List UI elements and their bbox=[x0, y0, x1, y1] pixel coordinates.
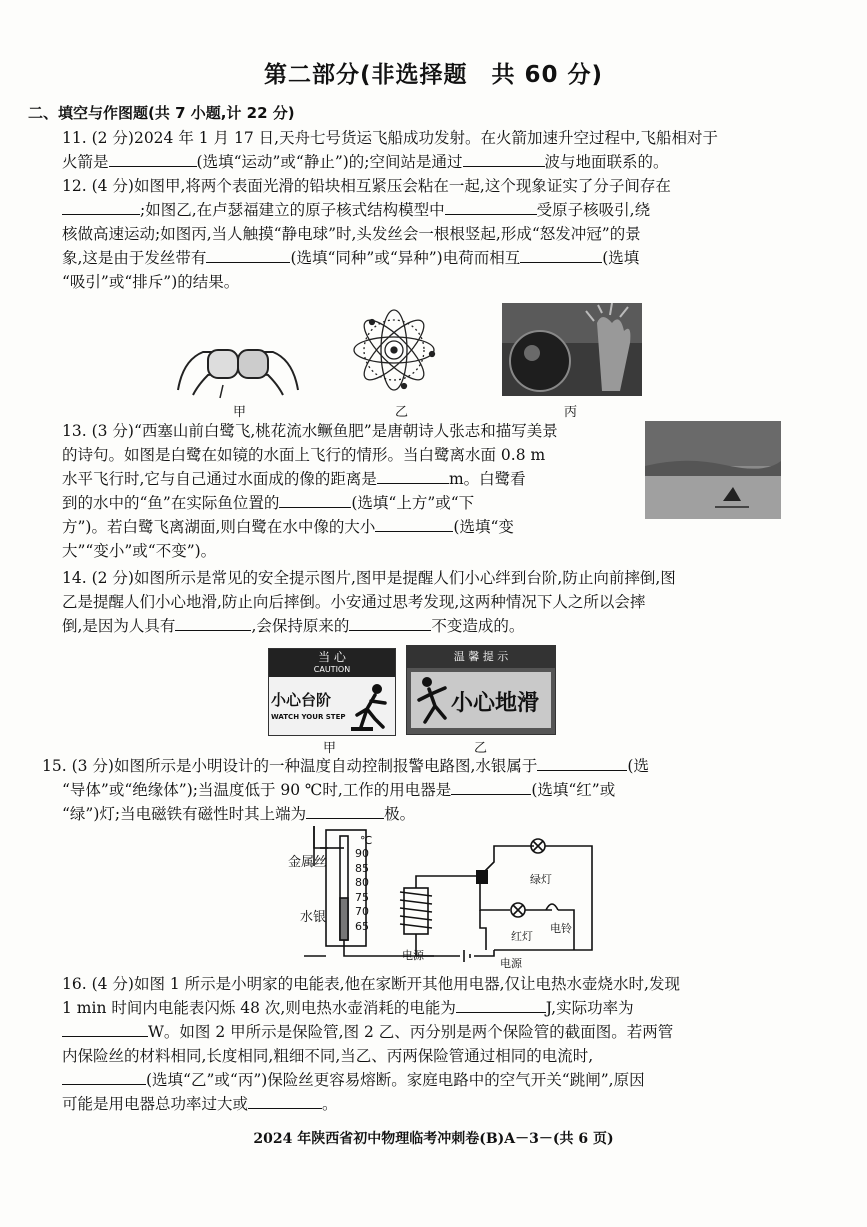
q15-blank-2[interactable] bbox=[451, 780, 531, 795]
q16-line3 bbox=[62, 1021, 673, 1043]
q12-line2 bbox=[62, 199, 650, 221]
q14-text-a: 倒,是因为人具有 bbox=[62, 617, 176, 635]
scale-tick: 75 bbox=[355, 890, 369, 904]
label-celsius-unit: ℃ bbox=[360, 834, 373, 847]
q14-text-b: ,会保持原来的 bbox=[251, 617, 350, 635]
slipping-figure-icon bbox=[415, 674, 451, 726]
sign-watch-step-main: 小心台阶 bbox=[271, 691, 332, 709]
q16-text-a: 1 min 时间内电能表闪烁 48 次,则电热水壶消耗的电能为 bbox=[62, 999, 456, 1017]
q12-line3: 核做高速运动;如图丙,当人触摸“静电球”时,头发丝会一根根竖起,形成“怒发冲冠”的景 bbox=[62, 225, 641, 243]
static-ball-photo bbox=[502, 303, 642, 396]
label-red-lamp: 红灯 bbox=[511, 930, 533, 943]
relay-armature bbox=[476, 870, 488, 884]
q15-blank-3[interactable] bbox=[306, 804, 384, 819]
q16-line1: 16. (4 分)如图 1 所示是小明家的电能表,他在家断开其他用电器,仅让电热水壶烧水时,发现 bbox=[62, 975, 680, 993]
page-footer: 2024 年陕西省初中物理临考冲刺卷(B)A－3－(共 6 页) bbox=[253, 1131, 614, 1147]
q15-text-c: “导体”或“绝缘体”);当温度低于 90 ℃时,工作的用电器是 bbox=[62, 781, 452, 799]
scale-tick: 90 bbox=[355, 847, 369, 860]
q15-line1 bbox=[42, 755, 649, 777]
fig-label-bing: 丙 bbox=[564, 405, 578, 420]
sign-slippery-top: 温 馨 提 示 bbox=[407, 646, 555, 668]
q13-line1: 13. (3 分)“西塞山前白鹭飞,桃花流水鳜鱼肥”是唐朝诗人张志和描写美景 bbox=[62, 422, 558, 440]
label-power-right: 电源 bbox=[500, 957, 522, 970]
q14-line2: 乙是提醒人们小心地滑,防止向后摔倒。小安通过思考发现,这两种情况下人之所以会摔 bbox=[62, 593, 646, 611]
q11-text-c: 波与地面联系的。 bbox=[544, 153, 669, 171]
q11-line2 bbox=[62, 151, 669, 173]
fig-label-jia: 甲 bbox=[233, 405, 247, 420]
q15-line3 bbox=[62, 803, 415, 825]
q16-line2 bbox=[62, 997, 634, 1019]
q11-line1: 11. (2 分)2024 年 1 月 17 日,天舟七号货运飞船成功发射。在火箭加速升空过程中,飞船相对于 bbox=[62, 129, 718, 147]
thermostat-circuit-diagram bbox=[284, 826, 604, 968]
q13-blank-2[interactable] bbox=[279, 493, 351, 508]
q11-blank-2[interactable] bbox=[463, 152, 545, 167]
q12-text-a: ;如图乙,在卢瑟福建立的原子核式结构模型中 bbox=[140, 201, 445, 219]
q15-text-f: 极。 bbox=[384, 805, 416, 823]
egret-photo bbox=[645, 421, 781, 519]
lead-blocks-figure bbox=[168, 330, 308, 400]
q13-text-c: 到的水中的“鱼”在实际鱼位置的 bbox=[62, 494, 280, 512]
scale-tick: 70 bbox=[355, 905, 369, 918]
scale-tick: 85 bbox=[355, 861, 369, 875]
q12-line1: 12. (4 分)如图甲,将两个表面光滑的铅块相互紧压会粘在一起,这个现象证实了分子间存在 bbox=[62, 177, 671, 195]
q13-text-d: (选填“上方”或“下 bbox=[351, 494, 475, 512]
q11-blank-1[interactable] bbox=[109, 152, 197, 167]
q11-text-b: (选填“运动”或“静止”)的;空间站是通过 bbox=[196, 153, 463, 171]
q14-line1: 14. (2 分)如图所示是常见的安全提示图片,图甲是提醒人们小心绊到台阶,防止向前摔倒,图 bbox=[62, 569, 676, 587]
sign-label-jia: 甲 bbox=[323, 741, 337, 756]
q13-line3 bbox=[62, 468, 526, 490]
q13-text-e: 方”)。若白鹭飞离湖面,则白鹭在水中像的大小 bbox=[62, 518, 376, 536]
sign-label-yi: 乙 bbox=[474, 741, 488, 756]
sign-watch-step-sub: WATCH YOUR STEP bbox=[271, 713, 346, 721]
q13-blank-1[interactable] bbox=[377, 469, 449, 484]
sign-watch-step-top: 当 心 bbox=[318, 650, 346, 664]
label-metal-wire: 金属丝 bbox=[288, 855, 328, 870]
q12-line5: “吸引”或“排斥”)的结果。 bbox=[62, 273, 240, 291]
q15-blank-1[interactable] bbox=[537, 756, 627, 771]
thermometer-scale bbox=[355, 847, 369, 934]
q16-text-b: J,实际功率为 bbox=[545, 999, 634, 1017]
label-power-left: 电源 bbox=[402, 949, 424, 962]
q15-text-a: 15. (3 分)如图所示是小明设计的一种温度自动控制报警电路图,水银属于 bbox=[42, 757, 538, 775]
page-title: 第二部分(非选择题 共 60 分) bbox=[263, 62, 604, 88]
tripping-figure-icon bbox=[351, 681, 393, 731]
q15-line2 bbox=[62, 779, 615, 801]
q16-blank-4[interactable] bbox=[248, 1094, 322, 1109]
q13-line5 bbox=[62, 516, 514, 538]
label-green-lamp: 绿灯 bbox=[530, 873, 552, 886]
q12-blank-1[interactable] bbox=[62, 200, 140, 215]
q16-text-e: 可能是用电器总功率过大或 bbox=[62, 1095, 249, 1113]
sign-watch-step bbox=[268, 648, 396, 736]
section-heading: 二、填空与作图题(共 7 小题,计 22 分) bbox=[28, 104, 295, 122]
q16-line6 bbox=[62, 1093, 338, 1115]
scale-tick: 80 bbox=[355, 876, 369, 889]
q15-text-b: (选 bbox=[627, 757, 649, 775]
label-bell: 电铃 bbox=[550, 922, 572, 935]
q16-text-f: 。 bbox=[322, 1095, 338, 1113]
scale-tick: 65 bbox=[355, 919, 369, 933]
q14-text-c: 不变造成的。 bbox=[431, 617, 525, 635]
sign-watch-step-caution: CAUTION bbox=[313, 665, 351, 674]
q14-line3 bbox=[62, 615, 524, 637]
q12-blank-2[interactable] bbox=[445, 200, 537, 215]
q14-blank-1[interactable] bbox=[175, 616, 251, 631]
fig-label-yi: 乙 bbox=[395, 405, 409, 420]
q15-text-e: “绿”)灯;当电磁铁有磁性时其上端为 bbox=[62, 805, 307, 823]
q12-text-c: 象,这是由于发丝带有 bbox=[62, 249, 207, 267]
sign-slippery-floor bbox=[406, 645, 556, 735]
q16-text-c: W。如图 2 甲所示是保险管,图 2 乙、丙分别是两个保险管的截面图。若两管 bbox=[148, 1023, 674, 1041]
q13-text-a: 水平飞行时,它与自己通过水面成的像的距离是 bbox=[62, 470, 377, 488]
q16-text-d: (选填“乙”或“丙”)保险丝更容易熔断。家庭电路中的空气开关“跳闸”,原因 bbox=[146, 1071, 645, 1089]
q14-blank-2[interactable] bbox=[349, 616, 431, 631]
q12-blank-4[interactable] bbox=[520, 248, 602, 263]
q13-text-b: m。白鹭看 bbox=[448, 470, 526, 488]
bell-icon bbox=[546, 904, 558, 910]
q13-text-f: (选填“变 bbox=[453, 518, 514, 536]
q12-text-e: (选填 bbox=[602, 249, 640, 267]
q11-text-a: 火箭是 bbox=[62, 153, 109, 171]
label-mercury: 水银 bbox=[300, 910, 327, 925]
q12-text-b: 受原子核吸引,绕 bbox=[536, 201, 651, 219]
q15-text-d: (选填“红”或 bbox=[531, 781, 616, 799]
q13-line2: 的诗句。如图是白鹭在如镜的水面上飞行的情形。当白鹭离水面 0.8 m bbox=[62, 446, 546, 464]
q12-blank-3[interactable] bbox=[206, 248, 290, 263]
q13-line4 bbox=[62, 492, 474, 514]
q16-blank-3[interactable] bbox=[62, 1070, 146, 1085]
q16-line4: 内保险丝的材料相同,长度相同,粗细不同,当乙、丙两保险管通过相同的电流时, bbox=[62, 1047, 594, 1065]
mercury-column bbox=[340, 898, 348, 940]
q13-blank-3[interactable] bbox=[375, 517, 453, 532]
q12-line4 bbox=[62, 247, 639, 269]
q16-line5 bbox=[62, 1069, 645, 1091]
q16-blank-1[interactable] bbox=[456, 998, 546, 1013]
sign-slippery-main: 小心地滑 bbox=[451, 691, 540, 716]
atom-model-figure bbox=[350, 302, 438, 398]
q16-blank-2[interactable] bbox=[62, 1022, 148, 1037]
q12-text-d: (选填“同种”或“异种”)电荷而相互 bbox=[290, 249, 521, 267]
q13-line6: 大”“变小”或“不变”)。 bbox=[62, 542, 217, 560]
